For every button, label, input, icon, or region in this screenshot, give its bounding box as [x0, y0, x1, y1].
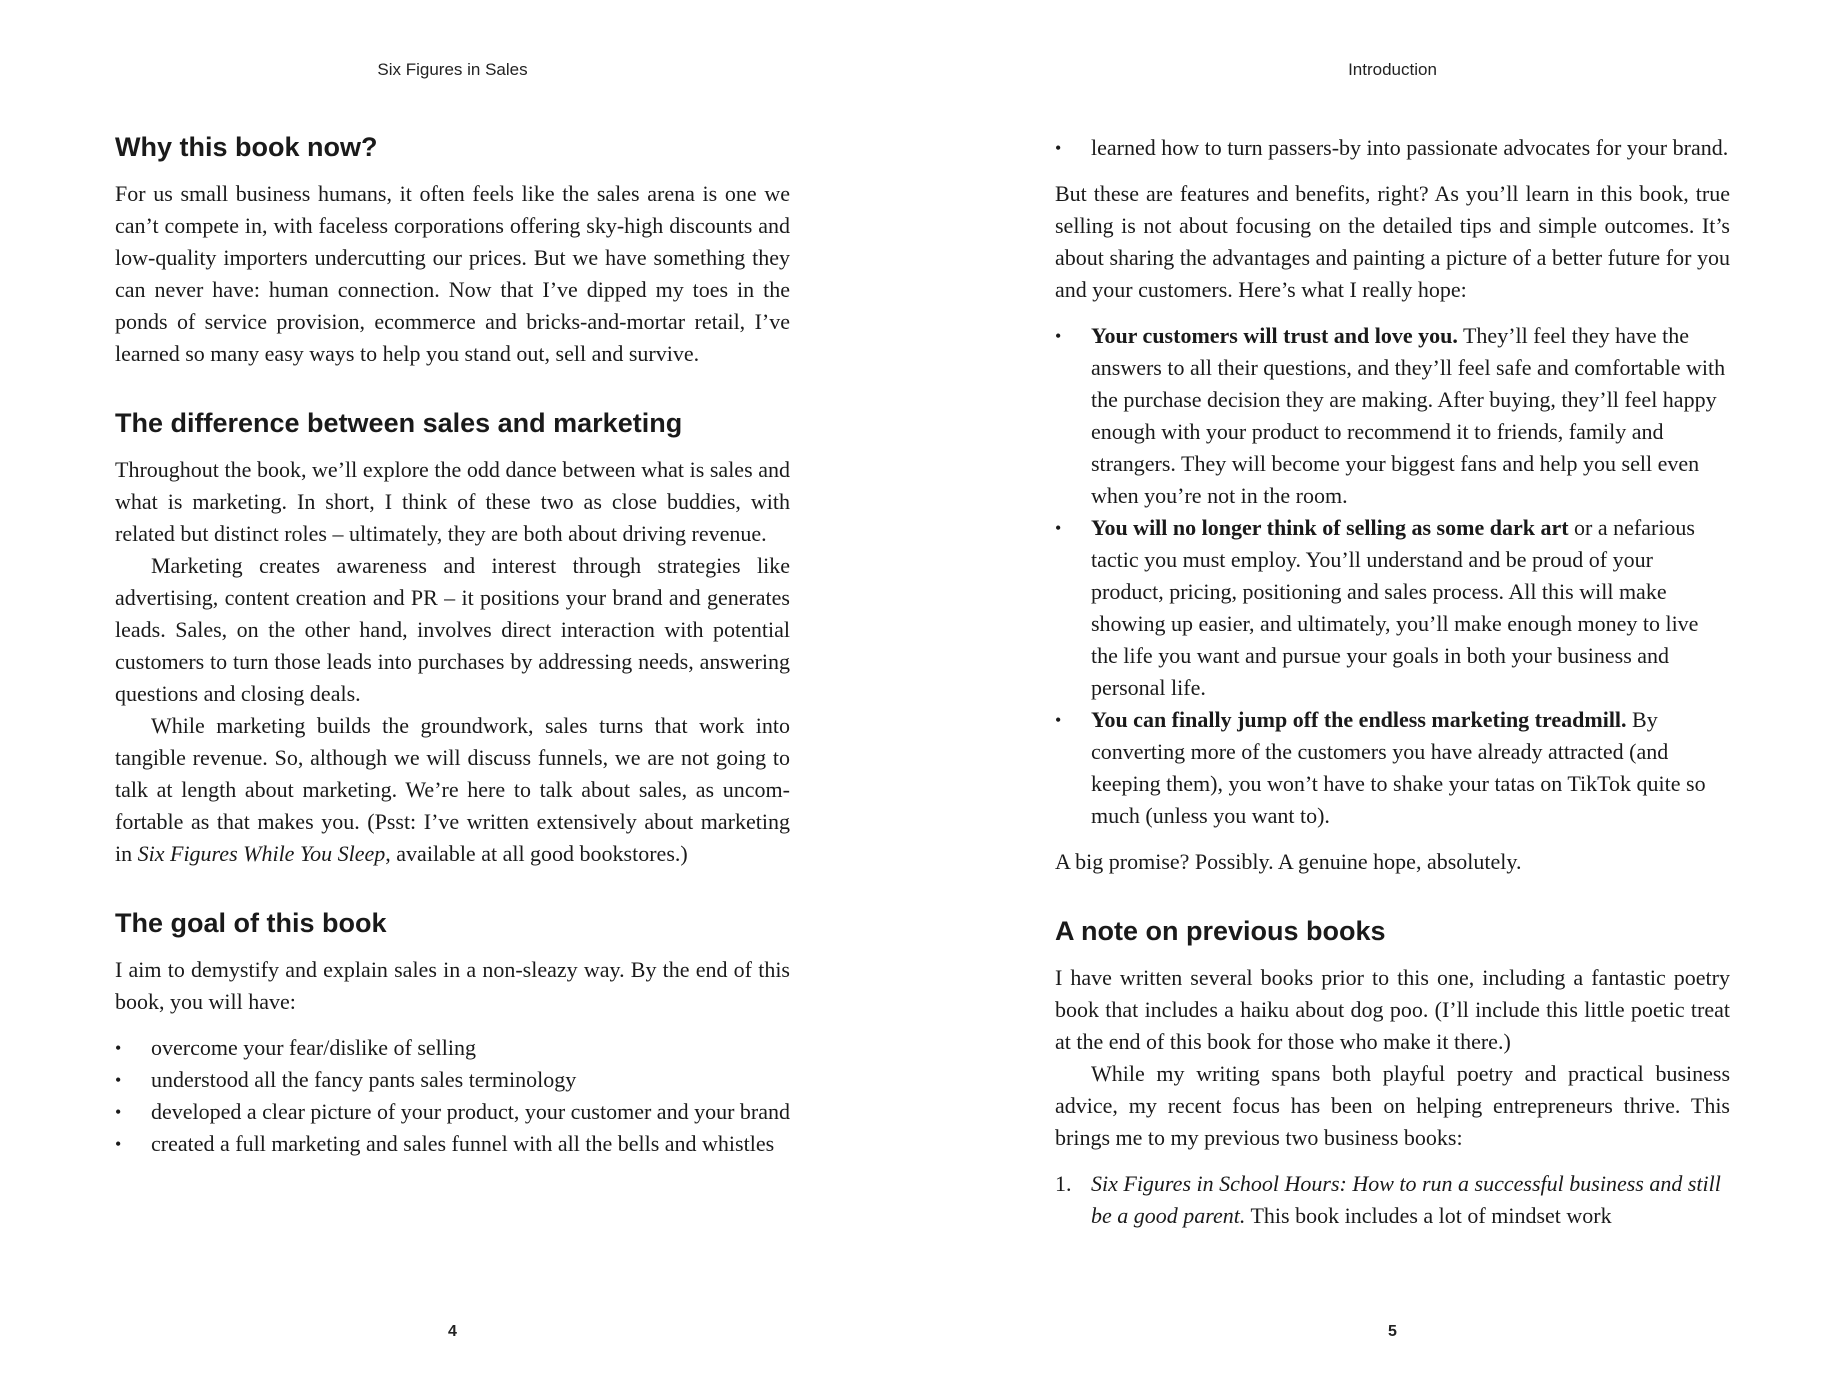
- bullet-icon: •: [115, 1038, 122, 1058]
- paragraph: For us small business humans, it often feels like the sales arena is one we can’t compete in, with faceless corporations offering sky-high discounts and low-quality importers undercutting our prices. But we have something they can never have: human connection. Now that I’ve dipped my toes in the ponds of service provision, ecommerce and bricks-and-mortar retail, I’ve learned so many easy ways to help you stand out, sell and survive.: [115, 181, 790, 366]
- section-heading: The goal of this book: [115, 908, 387, 938]
- list-item: [1055, 320, 1730, 512]
- list-item-lead: Your customers will trust and love you.: [1091, 323, 1458, 348]
- hopes-list: [1055, 320, 1730, 832]
- text-run: While marketing builds the groundwork, sales turns that work into tangible revenue. So, although we will discuss funnels, we are not going to talk at length about marketing. We’re here to talk about sales, as uncomfortable as that makes you. (Psst: I’ve written extensively about marketing in: [115, 713, 790, 866]
- numbered-list: [1055, 1168, 1730, 1232]
- list-item: [115, 1128, 790, 1160]
- bullet-icon: •: [115, 1070, 122, 1090]
- paragraph: [115, 710, 790, 870]
- list-item-text: learned how to turn passers-by into passionate advocates for your brand.: [1091, 135, 1729, 160]
- list-item-text: or a nefarious tactic you must employ. You’ll understand and be proud of your product, pricing, positioning and sales process. All this will make showing up easier, and ultimately, you’ll make enough money to live the life you want and pursue your goals in both your business and personal life.: [1091, 515, 1699, 700]
- list-item: [115, 1032, 790, 1064]
- bullet-icon: •: [1055, 518, 1062, 538]
- bullet-icon: •: [115, 1134, 122, 1154]
- list-item-text: developed a clear picture of your product, your customer and your brand: [151, 1099, 790, 1124]
- list-item-text: By converting more of the customers you have already attracted (and keeping them), you won’t have to shake your tatas on TikTok quite so much (unless you want to).: [1091, 707, 1706, 828]
- list-item-text: created a full marketing and sales funnel with all the bells and whistles: [151, 1131, 775, 1156]
- page-body: [115, 128, 790, 1160]
- list-item-lead: You can finally jump off the endless marketing treadmill.: [1091, 707, 1627, 732]
- bullet-icon: •: [115, 1102, 122, 1122]
- bullet-list: [1055, 132, 1730, 164]
- page-number: 5: [1388, 1323, 1397, 1340]
- bullet-icon: •: [1055, 710, 1062, 730]
- page-body: [1055, 132, 1730, 1232]
- bullet-icon: •: [1055, 138, 1062, 158]
- right-page: [1055, 0, 1730, 1400]
- paragraph: While my writing spans both playful poetry and practical business advice, my recent focus has been on helping entrepreneurs thrive. This brings me to my previous two business books:: [1055, 1061, 1730, 1150]
- paragraph: Marketing creates awareness and interest through strategies like advertising, content creation and PR – it positions your brand and generates leads. Sales, on the other hand, involves direct interaction with potential customers to turn those leads into purchases by addressing needs, answering questions and closing deals.: [115, 553, 790, 706]
- list-number: 1.: [1055, 1171, 1072, 1196]
- left-page: [115, 0, 790, 1400]
- list-item-lead: You will no longer think of selling as some dark art: [1091, 515, 1569, 540]
- paragraph: Throughout the book, we’ll explore the odd dance between what is sales and what is marketing. In short, I think of these two as close buddies, with related but distinct roles – ultimately, they are both about driving revenue.: [115, 457, 790, 546]
- section-heading: The difference between sales and marketing: [115, 408, 683, 438]
- running-head: Introduction: [1348, 60, 1437, 79]
- book-title: Six Figures in School Hours: How to run a successful business and still be a good parent.: [1091, 1171, 1721, 1228]
- list-item-text: understood all the fancy pants sales terminology: [151, 1067, 577, 1092]
- book-title: Six Figures While You Sleep: [137, 841, 386, 866]
- bullet-list: [115, 1032, 790, 1160]
- list-item-text: This book includes a lot of mindset work: [1245, 1203, 1612, 1228]
- list-item: [1055, 512, 1730, 704]
- section-heading: A note on previous books: [1055, 916, 1386, 946]
- paragraph: I have written several books prior to this one, including a fantastic poetry book that includes a haiku about dog poo. (I’ll include this little poetic treat at the end of this book for those who make it there.): [1055, 965, 1730, 1054]
- paragraph: I aim to demystify and explain sales in a non-sleazy way. By the end of this book, you will have:: [115, 957, 790, 1014]
- running-head: Six Figures in Sales: [377, 60, 528, 79]
- paragraph: A big promise? Possibly. A genuine hope, absolutely.: [1055, 849, 1522, 874]
- list-item-text: They’ll feel they have the answers to all their questions, and they’ll feel safe and comfortable with the purchase decision they are making. After buying, they’ll feel happy enough with your product to recommend it to friends, family and strangers. They will become your biggest fans and help you sell even when you’re not in the room.: [1091, 323, 1726, 508]
- paragraph: But these are features and benefits, right? As you’ll learn in this book, true selling is not about focusing on the detailed tips and simple outcomes. It’s about sharing the advantages and painting a picture of a better future for you and your customers. Here’s what I really hope:: [1055, 181, 1730, 302]
- page-number: 4: [448, 1323, 457, 1340]
- list-item: [1055, 132, 1730, 164]
- list-item: [115, 1064, 790, 1096]
- bullet-icon: •: [1055, 326, 1062, 346]
- list-item: [1055, 1168, 1730, 1232]
- text-run: , available at all good bookstores.): [385, 841, 688, 866]
- list-item: [1055, 704, 1730, 832]
- section-heading: Why this book now?: [115, 132, 378, 162]
- list-item: [115, 1096, 790, 1128]
- list-item-text: overcome your fear/dislike of selling: [151, 1035, 477, 1060]
